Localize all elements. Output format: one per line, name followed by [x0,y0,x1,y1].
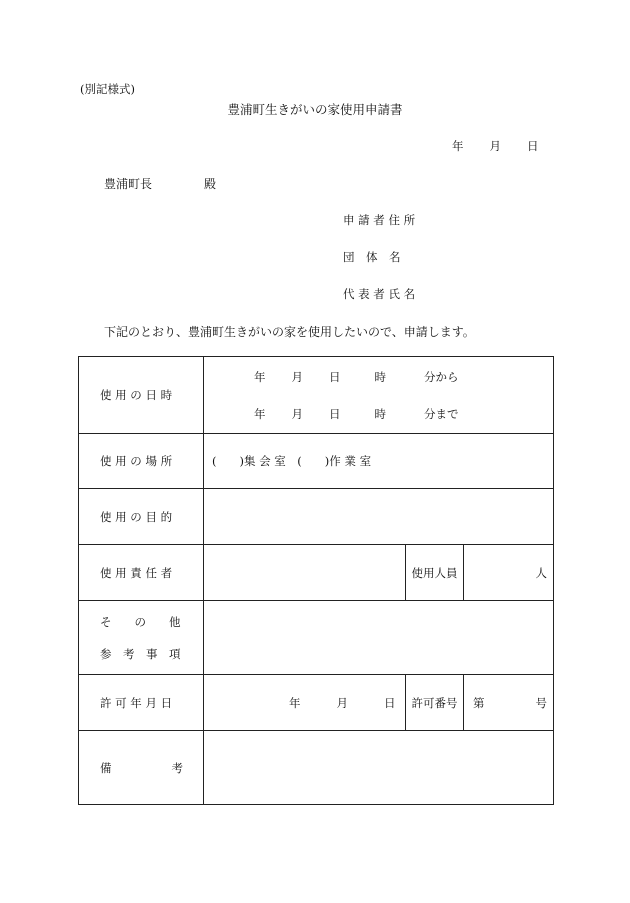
remarks-label-2: 考 [171,760,183,775]
purpose-label: 使 用 の 目 的 [100,509,173,524]
permit-no-label-cell [406,675,464,731]
permit-date-field[interactable] [204,675,406,731]
permit-date-label: 許 可 年 月 日 [100,695,173,710]
datetime-label: 使 用 の 日 時 [100,388,173,402]
permit-no-field[interactable] [464,675,554,731]
permit-year: 年 [289,695,301,710]
headcount-field[interactable] [464,545,554,601]
other-label-cell [79,601,204,675]
place-label-cell [79,434,204,489]
permit-no-suffix: 号 [535,695,548,710]
dt-to-suffix: 分まで [424,406,459,421]
table-row-manager [79,545,554,601]
datetime-from-line [204,368,553,386]
dt-to-year: 年 [254,406,266,421]
addressee-name: 豊浦町長 [104,177,153,191]
table-row-purpose [79,489,554,545]
applicant-group-label: 団 体 名 [343,250,401,264]
form-label: (別記様式) [80,82,135,96]
date-year: 年 [452,139,464,153]
table-row-datetime [79,357,554,434]
dt-to-month: 月 [291,406,303,421]
manager-label-cell [79,545,204,601]
table-row-remarks [79,731,554,805]
dt-from-day: 日 [329,369,341,384]
table-row-place [79,434,554,489]
permit-no-prefix: 第 [473,695,485,710]
datetime-label-cell [79,357,204,434]
dt-from-hour: 時 [374,369,386,384]
other-label-line2: 参 考 事 項 [100,646,181,661]
permit-date-label-cell [79,675,204,731]
permit-month: 月 [336,695,348,710]
document-title: 豊浦町生きがいの家使用申請書 [227,102,403,117]
headcount-unit: 人 [535,565,548,580]
intro-text: 下記のとおり、豊浦町生きがいの家を使用したいので、申請します。 [104,325,475,339]
applicant-address-label: 申 請 者 住 所 [343,213,416,227]
permit-no-label: 許可番号 [411,695,458,710]
addressee-suffix: 殿 [204,177,217,191]
date-day: 日 [527,139,539,153]
table-row-permit [79,675,554,731]
place-label: 使 用 の 場 所 [100,454,173,468]
datetime-field[interactable] [204,357,554,434]
table-row-other [79,601,554,675]
headcount-label-cell [406,545,464,601]
other-field[interactable] [204,601,554,675]
other-label-line1: そ の 他 [100,614,181,629]
date-month: 月 [489,139,501,153]
headcount-label: 使用人員 [411,565,458,580]
dt-from-year: 年 [254,369,266,384]
application-form-table [78,356,554,805]
date-line [452,138,539,154]
purpose-field[interactable] [204,489,554,545]
purpose-label-cell [79,489,204,545]
remarks-label-1: 備 [100,760,112,775]
dt-to-hour: 時 [374,406,386,421]
datetime-to-line [204,405,553,423]
manager-field[interactable] [204,545,406,601]
manager-label: 使 用 責 任 者 [100,565,173,580]
place-options: ( )集 会 室 ( )作 業 室 [212,454,372,468]
remarks-label-cell [79,731,204,805]
addressee [104,175,216,192]
applicant-representative-label: 代 表 者 氏 名 [343,287,416,301]
dt-from-suffix: 分から [424,369,459,384]
dt-from-month: 月 [291,369,303,384]
place-field[interactable] [204,434,554,489]
remarks-field[interactable] [204,731,554,805]
permit-day: 日 [384,695,396,710]
dt-to-day: 日 [329,406,341,421]
